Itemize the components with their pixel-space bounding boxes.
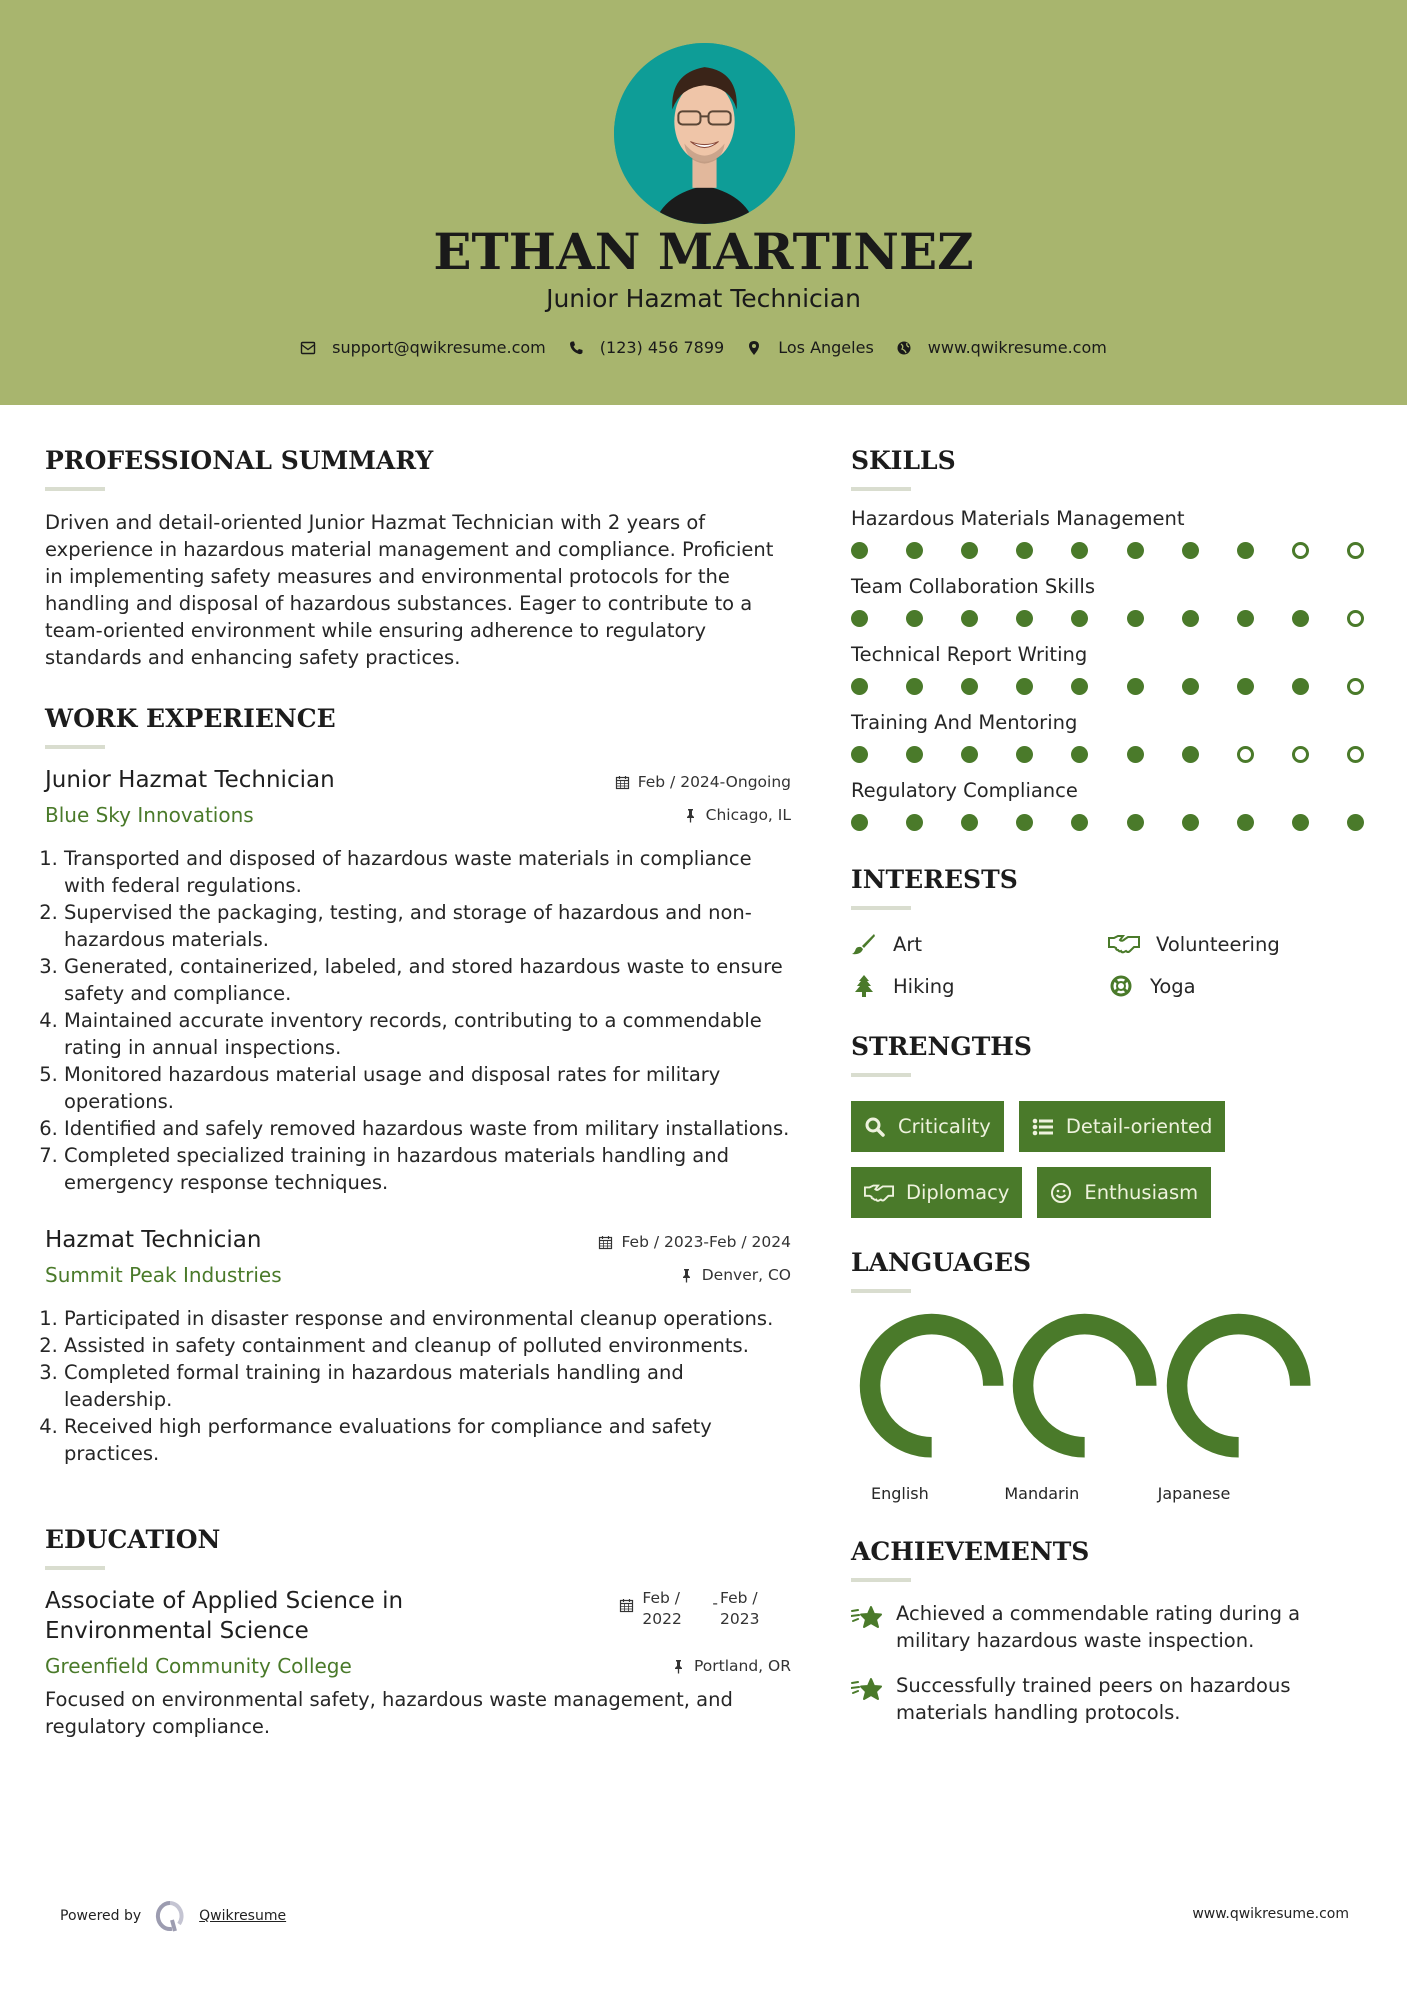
email-value: support@qwikresume.com	[332, 338, 546, 357]
education-location: Portland, OR	[671, 1657, 791, 1675]
rating-dot-empty	[1347, 678, 1364, 695]
language-name: Japanese	[1157, 1484, 1231, 1504]
interest-item: Yoga	[1108, 974, 1365, 998]
rating-dot-filled	[1127, 746, 1144, 763]
duty-item: 5. Monitored hazardous material usage and disposal rates for military operations.	[64, 1061, 791, 1115]
rating-dot-filled	[1182, 610, 1199, 627]
interest-item: Art	[851, 932, 1108, 956]
contact-bar	[0, 338, 1407, 357]
language-ring	[1012, 1313, 1157, 1462]
duty-item: 7. Completed specialized training in hazardous materials handling and emergency response techniques.	[64, 1142, 791, 1196]
rating-dot-empty	[1292, 746, 1309, 763]
left-column	[45, 446, 791, 1740]
duty-item: 4. Received high performance evaluations for compliance and safety practices.	[64, 1413, 791, 1467]
achievement-item: Achieved a commendable rating during a military hazardous waste inspection.	[851, 1600, 1371, 1654]
date-separator: -	[712, 1594, 718, 1612]
rating-dot-filled	[1182, 746, 1199, 763]
education-start: Feb / 2022	[642, 1589, 682, 1628]
rating-dot-filled	[1182, 814, 1199, 831]
language-ring	[1166, 1313, 1311, 1462]
rating-dot-filled	[1237, 814, 1254, 831]
skill-rating	[851, 814, 1364, 831]
right-column	[851, 446, 1371, 1726]
job-title: Junior Hazmat Technician	[45, 767, 335, 793]
education-section	[45, 1525, 791, 1740]
duty-item: 1. Transported and disposed of hazardous waste materials in compliance with federal regulations.	[64, 845, 791, 899]
rating-dot-filled	[1237, 610, 1254, 627]
language-item	[851, 1313, 1004, 1503]
rating-dot-filled	[1071, 610, 1088, 627]
rating-dot-filled	[851, 542, 868, 559]
strength-badge: Detail-oriented	[1019, 1101, 1226, 1152]
section-heading: INTERESTS	[851, 865, 1018, 894]
rating-dot-filled	[1016, 678, 1033, 695]
job-location: Chicago, IL	[683, 806, 791, 824]
shooting-star-icon	[851, 1602, 885, 1632]
strength-badge: Enthusiasm	[1037, 1167, 1211, 1218]
rating-dot-filled	[1127, 814, 1144, 831]
skill-item	[851, 643, 1371, 695]
school-name: Greenfield Community College	[45, 1654, 352, 1678]
rating-dot-empty	[1292, 542, 1309, 559]
rating-dot-filled	[961, 542, 978, 559]
education-entry	[45, 1586, 791, 1740]
phone-value: (123) 456 7899	[599, 338, 725, 357]
language-name: Mandarin	[1004, 1484, 1080, 1504]
degree-title: Associate of Applied Science in Environmental Science	[45, 1588, 404, 1644]
job-dates: Feb / 2024-Ongoing	[615, 773, 791, 791]
rating-dot-filled	[851, 814, 868, 831]
job-entry	[45, 767, 791, 1196]
interest-item: Hiking	[851, 974, 1108, 998]
rating-dot-filled	[1127, 610, 1144, 627]
company-name: Summit Peak Industries	[45, 1263, 282, 1287]
duty-item: 1. Participated in disaster response and environmental cleanup operations.	[64, 1305, 791, 1332]
achievements-list	[851, 1600, 1371, 1726]
rating-dot-filled	[1292, 678, 1309, 695]
rating-dot-filled	[1237, 678, 1254, 695]
job-location: Denver, CO	[679, 1266, 791, 1284]
rating-dot-filled	[1071, 678, 1088, 695]
contact-email[interactable]	[300, 338, 546, 357]
rating-dot-filled	[1127, 542, 1144, 559]
rating-dot-filled	[906, 814, 923, 831]
section-divider	[45, 487, 105, 491]
skill-name: Team Collaboration Skills	[851, 575, 1095, 598]
qwikresume-link[interactable]: Qwikresume	[199, 1908, 287, 1924]
section-divider	[851, 906, 911, 910]
experience-section	[45, 704, 791, 1467]
footer-website[interactable]: www.qwikresume.com	[1192, 1906, 1349, 1922]
rating-dot-filled	[961, 814, 978, 831]
education-dates	[619, 1588, 766, 1630]
interests-section	[851, 865, 1371, 998]
paint-brush-icon	[851, 932, 877, 956]
duty-item: 3. Generated, containerized, labeled, and stored hazardous waste to ensure safety and compliance.	[64, 953, 791, 1007]
rating-dot-filled	[961, 678, 978, 695]
skill-rating	[851, 542, 1364, 559]
duty-item: 4. Maintained accurate inventory records, contributing to a commendable rating in annual inspections.	[64, 1007, 791, 1061]
rating-dot-filled	[1016, 814, 1033, 831]
section-heading: ACHIEVEMENTS	[851, 1537, 1090, 1567]
list-icon	[1032, 1116, 1054, 1138]
interests-list	[851, 932, 1371, 998]
contact-phone[interactable]	[568, 338, 724, 357]
strength-badge: Diplomacy	[851, 1167, 1022, 1218]
powered-by-label: Powered by	[60, 1908, 142, 1924]
calendar-icon	[615, 775, 630, 790]
rating-dot-filled	[1071, 542, 1088, 559]
skill-item	[851, 575, 1371, 627]
smile-icon	[1050, 1182, 1072, 1204]
rating-dot-filled	[1016, 610, 1033, 627]
section-divider	[851, 1073, 911, 1077]
skill-name: Regulatory Compliance	[851, 779, 1078, 802]
job-entry	[45, 1227, 791, 1467]
job-title: Hazmat Technician	[45, 1227, 262, 1253]
duties-list	[45, 845, 791, 1196]
skill-item	[851, 507, 1371, 559]
resume-header	[0, 0, 1407, 405]
rating-dot-filled	[1182, 542, 1199, 559]
website-value: www.qwikresume.com	[927, 338, 1107, 357]
skill-name: Technical Report Writing	[851, 643, 1088, 666]
rating-dot-filled	[1071, 746, 1088, 763]
section-heading: EDUCATION	[45, 1525, 221, 1554]
calendar-icon	[619, 1598, 634, 1613]
section-heading: WORK EXPERIENCE	[45, 704, 336, 733]
skill-rating	[851, 746, 1364, 763]
rating-dot-filled	[906, 678, 923, 695]
skill-item	[851, 711, 1371, 763]
skill-name: Hazardous Materials Management	[851, 507, 1185, 530]
section-heading: STRENGTHS	[851, 1032, 1032, 1061]
location-value: Los Angeles	[778, 338, 874, 357]
section-divider	[851, 487, 911, 491]
rating-dot-filled	[906, 610, 923, 627]
search-icon	[864, 1116, 886, 1138]
strength-badge: Criticality	[851, 1101, 1004, 1152]
skill-item	[851, 779, 1371, 831]
summary-section	[45, 446, 791, 671]
skills-list	[851, 507, 1371, 831]
language-item	[1004, 1313, 1157, 1503]
skill-rating	[851, 678, 1364, 695]
calendar-icon	[598, 1235, 613, 1250]
rating-dot-empty	[1237, 746, 1254, 763]
duties-list	[45, 1305, 791, 1467]
rating-dot-filled	[851, 678, 868, 695]
duty-item: 2. Supervised the packaging, testing, and storage of hazardous and non-hazardous materials.	[64, 899, 791, 953]
rating-dot-filled	[961, 746, 978, 763]
rating-dot-filled	[851, 746, 868, 763]
rating-dot-filled	[1071, 814, 1088, 831]
achievement-item: Successfully trained peers on hazardous materials handling protocols.	[851, 1672, 1371, 1726]
rating-dot-filled	[1182, 678, 1199, 695]
progress-ring-icon	[859, 1313, 1004, 1458]
pushpin-icon	[683, 808, 698, 823]
map-marker-icon	[746, 340, 762, 356]
rating-dot-filled	[1292, 610, 1309, 627]
education-description: Focused on environmental safety, hazardous waste management, and regulatory compliance.	[45, 1688, 733, 1738]
profile-photo	[614, 43, 795, 224]
duty-item: 2. Assisted in safety containment and cleanup of polluted environments.	[64, 1332, 791, 1359]
skills-section	[851, 446, 1371, 831]
section-divider	[851, 1289, 911, 1293]
shooting-star-icon	[851, 1674, 885, 1704]
skill-rating	[851, 610, 1364, 627]
footer-powered-by	[60, 1900, 286, 1932]
section-heading: SKILLS	[851, 446, 956, 475]
person-photo-icon	[614, 43, 795, 224]
rating-dot-empty	[1347, 610, 1364, 627]
language-ring	[859, 1313, 1004, 1462]
rating-dot-filled	[1016, 746, 1033, 763]
handshake-icon	[1108, 932, 1140, 956]
rating-dot-empty	[1347, 542, 1364, 559]
tree-icon	[851, 974, 877, 998]
education-end: Feb / 2023	[720, 1589, 760, 1628]
progress-ring-icon	[1166, 1313, 1311, 1458]
languages-list	[851, 1313, 1311, 1503]
strengths-list	[851, 1101, 1271, 1218]
rating-dot-filled	[906, 542, 923, 559]
duty-item: 6. Identified and safely removed hazardous waste from military installations.	[64, 1115, 791, 1142]
rating-dot-filled	[961, 610, 978, 627]
rating-dot-filled	[1127, 678, 1144, 695]
progress-ring-icon	[1012, 1313, 1157, 1458]
achievements-section	[851, 1537, 1371, 1726]
contact-website[interactable]	[896, 338, 1107, 357]
skill-name: Training And Mentoring	[851, 711, 1078, 734]
candidate-title: Junior Hazmat Technician	[546, 284, 861, 313]
rating-dot-filled	[1292, 814, 1309, 831]
phone-icon	[568, 340, 584, 356]
section-divider	[45, 745, 105, 749]
rating-dot-filled	[906, 746, 923, 763]
language-item	[1158, 1313, 1311, 1503]
rating-dot-filled	[851, 610, 868, 627]
languages-section	[851, 1248, 1371, 1503]
pushpin-icon	[671, 1659, 686, 1674]
summary-text: Driven and detail-oriented Junior Hazmat Technician with 2 years of experience in hazardous material management and compliance. Proficient in implementing safety measures and environmental protocols for the handling and disposal of hazardous substances. Eager to contribute to a team-oriented environment while ensuring adherence to regulatory standards and enhancing safety practices.	[45, 511, 774, 669]
life-ring-icon	[1108, 974, 1134, 998]
duty-item: 3. Completed formal training in hazardous materials handling and leadership.	[64, 1359, 791, 1413]
qwikresume-logo-icon	[155, 1900, 185, 1932]
rating-dot-filled	[1347, 814, 1364, 831]
rating-dot-filled	[1237, 542, 1254, 559]
contact-location	[746, 338, 874, 357]
candidate-name: ETHAN MARTINEZ	[433, 222, 974, 281]
interest-item: Volunteering	[1108, 932, 1365, 956]
language-name: English	[871, 1484, 929, 1504]
section-heading: LANGUAGES	[851, 1248, 1032, 1277]
handshake-icon	[864, 1182, 894, 1204]
company-name: Blue Sky Innovations	[45, 803, 254, 827]
job-dates: Feb / 2023-Feb / 2024	[598, 1233, 791, 1251]
envelope-icon	[300, 340, 316, 356]
strengths-section	[851, 1032, 1371, 1218]
section-divider	[851, 1578, 911, 1582]
section-heading: PROFESSIONAL SUMMARY	[45, 446, 434, 475]
pushpin-icon	[679, 1268, 694, 1283]
rating-dot-filled	[1016, 542, 1033, 559]
section-divider	[45, 1566, 105, 1570]
globe-icon	[896, 340, 912, 356]
rating-dot-empty	[1347, 746, 1364, 763]
